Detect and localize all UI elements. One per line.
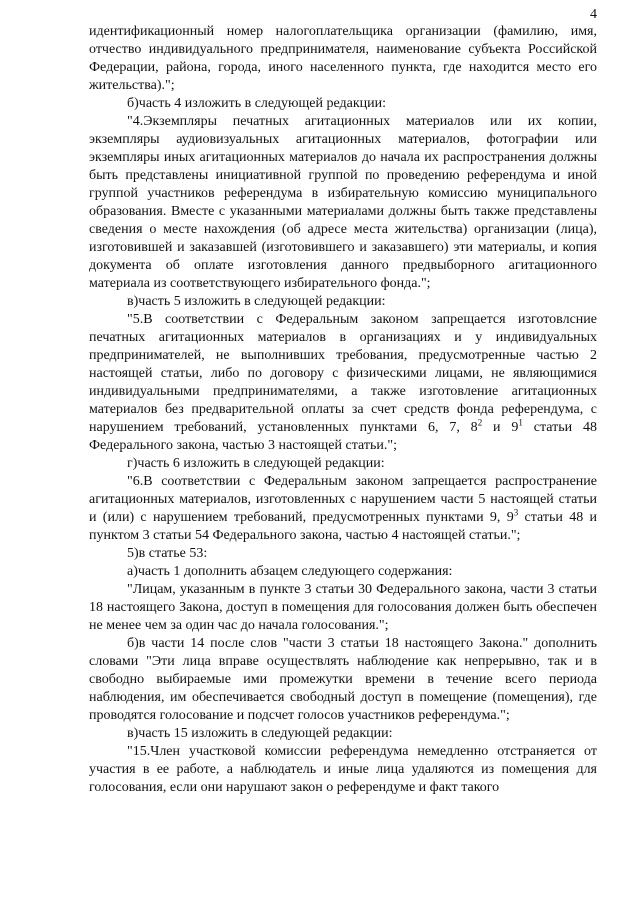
text-run: и 9: [482, 420, 519, 435]
page-number: 4: [590, 7, 597, 22]
superscript: 2: [477, 417, 483, 428]
paragraph-part-4-text: "4.Экземпляры печатных агитационных материалов или их копии, экземпляры аудиовизуальных агитационных материалов, фотографии или экземпляры иных агитационных материалов до начала их распространения должны быть представлены инициативной группой по проведению референдума и иной группой участников референдума в избирательную комиссию муниципального образования. Вместе с указанными материалами должны быть также представлены сведения о месте нахождения (об адресе места жительства) организации (лица), изготовившей и заказавшей (изготовившего и заказавшего) эти материалы, и копия документа об оплате изготовления данного предвыборного агитационного материала из соответствующего избирательного фонда.";: [89, 114, 597, 291]
paragraph-item-b-part-14: б)в части 14 после слов "части 3 статьи 18 настоящего Закона." дополнить словами "Эти лица вправе осуществлять наблюдение как непрерывно, так и в свободно выбираемые ими промежутки времени в течение всего периода наблюдения, им обеспечивается свободный доступ в помещение (помещения), где проводятся голосование и подсчет голосов участников референдума.";: [89, 636, 597, 723]
paragraph-item-v-part-15: в)часть 15 изложить в следующей редакции:: [127, 726, 393, 741]
superscript: 3: [513, 507, 519, 518]
paragraph-part-15-text: "15.Член участковой комиссии референдума немедленно отстраняется от участия в ее работе, а наблюдатель и иные лица удаляются из помещения для голосования, если они нарушают закон о референдуме и факт такого: [89, 744, 597, 795]
superscript: 1: [518, 417, 523, 428]
paragraph-continuation: идентификационный номер налогоплательщика организации (фамилию, имя, отчество индивидуального предпринимателя, наименование субъекта Российской Федерации, района, города, иного населенного пункта, где находится место его жительства).";: [89, 24, 597, 93]
paragraph-part-5-text: [89, 311, 597, 455]
text-run: статьи 48 и пунктом 3 статьи 54 Федерального закона, частью 4 настоящей статьи.";: [89, 510, 598, 543]
text-run: "5.В соответствии с Федеральным законом запрещается изготовлсние печатных агитационных материалов в организациях и у индивидуальных предпринимателей, не выполнивших требования, предусмотренные частью 2 настоящей статьи, либо по договору с физическими лицами, не являющимися индивидуальными предпринимателями, а также изготовление агитационных материалов без предварительной оплаты за счет средств фонда референдума, с нарушением требований, установленных пунктами 6, 7, 8: [89, 312, 597, 435]
paragraph-part-6-text: [89, 473, 597, 545]
paragraph-part-1-text: "Лицам, указанным в пункте 3 статьи 30 Федерального закона, части 3 статьи 18 настоящего Закона, доступ в помещения для голосования должен быть обеспечен не менее чем за один час до начала голосования.";: [89, 582, 597, 633]
paragraph-item-g-part-6: г)часть 6 изложить в следующей редакции:: [127, 456, 385, 471]
text-run: "6.В соответствии с Федеральным законом запрещается распространение агитационных материалов, изготовленных с нарушением части 5 настоящей статьи и (или) с нарушением требований, предусмотренных пунктами 9, 9: [89, 474, 597, 525]
paragraph-item-v-part-5: в)часть 5 изложить в следующей редакции:: [127, 294, 386, 309]
text-run: статьи 48 Федерального закона, частью 3 настоящей статьи.";: [89, 420, 597, 453]
paragraph-item-5-article-53: 5)в статье 53:: [127, 546, 208, 561]
document-body: [89, 23, 597, 797]
paragraph-item-b-part-4: б)часть 4 изложить в следующей редакции:: [127, 96, 387, 111]
paragraph-item-a-part-1: а)часть 1 дополнить абзацем следующего содержания:: [127, 564, 453, 579]
